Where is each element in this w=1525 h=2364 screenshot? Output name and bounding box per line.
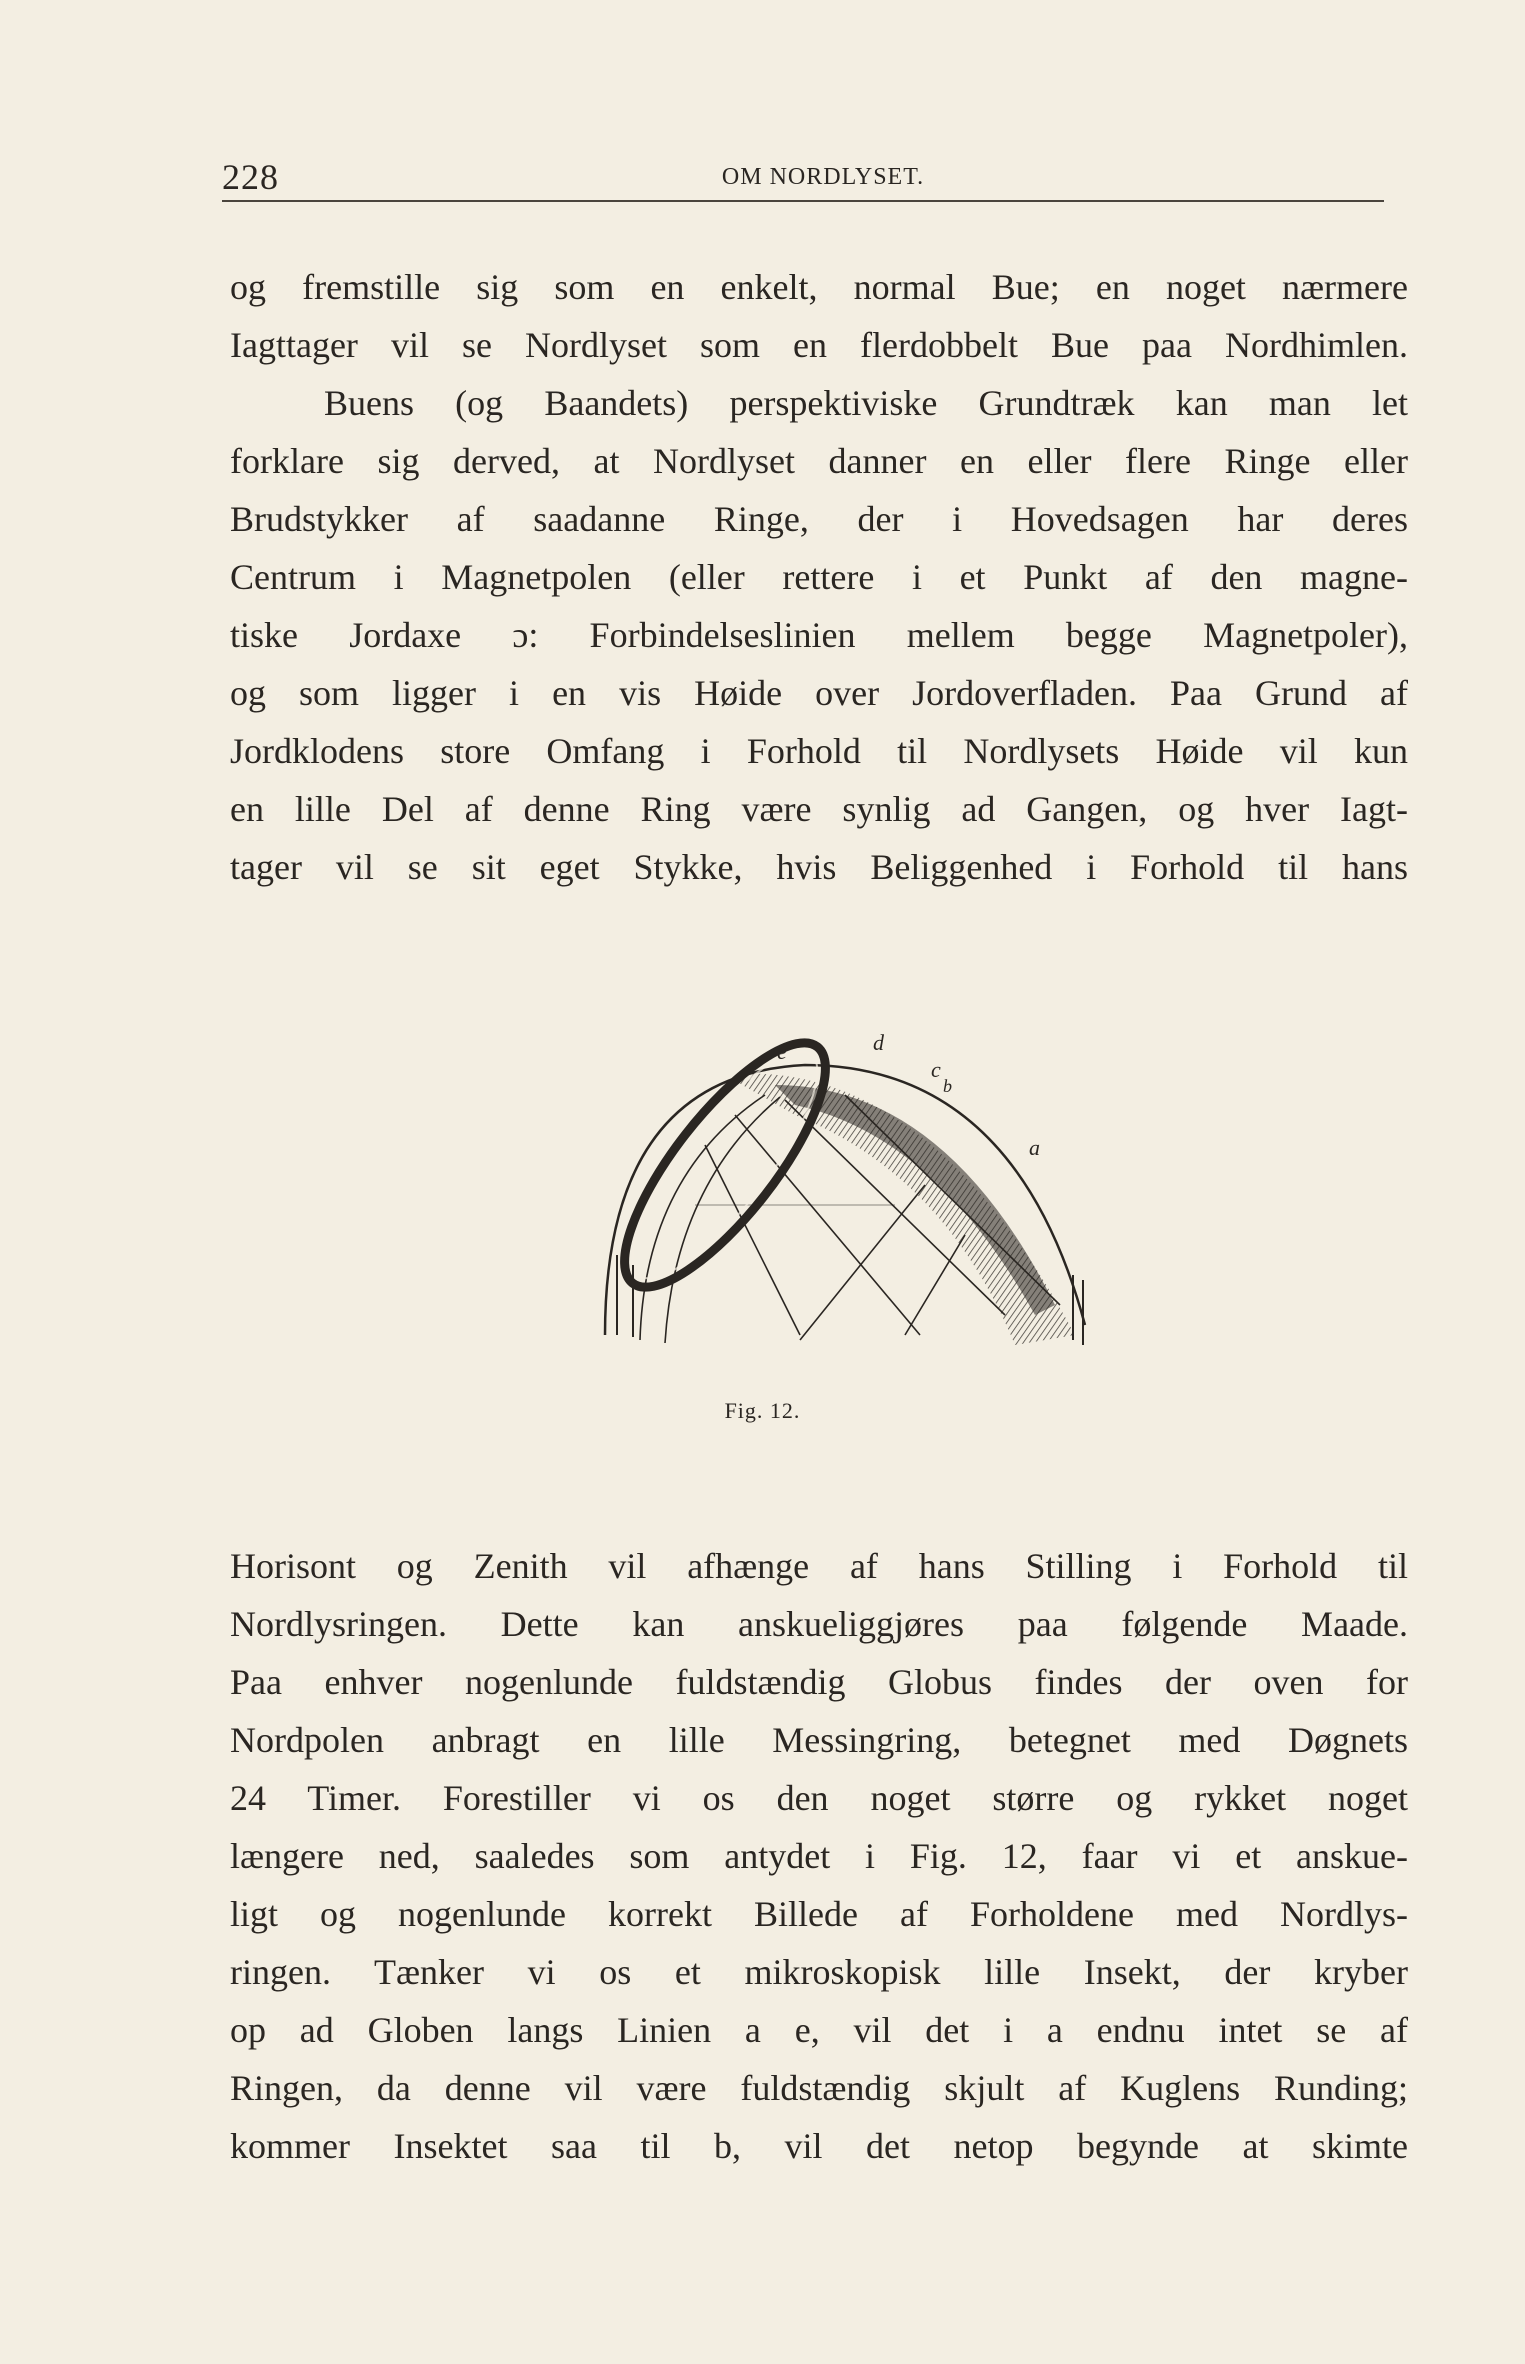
text-line: Horisont og Zenith vil afhænge af hans Stilling i Forhold til [230,1546,1408,1586]
text-line: Buens (og Baandets) perspektiviske Grundtræk kan man let [324,383,1408,423]
text-line: Iagttager vil se Nordlyset som en flerdobbelt Bue paa Nordhimlen. [230,325,1408,365]
label-c: c [931,1057,941,1082]
text-line: ringen. Tænker vi os et mikroskopisk lille Insekt, der kryber [230,1952,1408,1992]
text-line: Ringen, da denne vil være fuldstændig skjult af Kuglens Runding; [230,2068,1408,2108]
text-line: længere ned, saaledes som antydet i Fig. 12, faar vi et anskue- [230,1836,1408,1876]
running-title: OM NORDLYSET. [721,164,925,190]
label-e: e [777,1039,787,1064]
text-line: forklare sig derved, at Nordlyset danner en eller flere Ringe eller [230,441,1408,481]
text-line: Jordklodens store Omfang i Forhold til Nordlysets Høide vil kun [230,731,1408,771]
label-b: b [943,1076,952,1096]
label-d: d [873,1030,884,1055]
text-line: op ad Globen langs Linien a e, vil det i a endnu intet se af [230,2010,1408,2050]
text-line: Nordlysringen. Dette kan anskueliggjøres paa følgende Maade. [230,1604,1408,1644]
text-line: og fremstille sig som en enkelt, normal Bue; en noget nærmere [230,267,1408,307]
text-line: og som ligger i en vis Høide over Jordoverfladen. Paa Grund af [230,673,1408,713]
text-line: kommer Insektet saa til b, vil det netop begynde at skimte [230,2126,1408,2166]
text-line: en lille Del af denne Ring være synlig ad Gangen, og hver Iagt- [230,789,1408,829]
text-line: tager vil se sit eget Stykke, hvis Beliggenhed i Forhold til hans [230,847,1408,887]
text-line: Paa enhver nogenlunde fuldstændig Globus findes der oven for [230,1662,1408,1702]
text-line: Brudstykker af saadanne Ringe, der i Hovedsagen har deres [230,499,1408,539]
figure-12-illustration [545,1005,1105,1365]
figure-caption: Fig. 12. [724,1398,801,1423]
paragraph-top [230,258,1408,896]
label-a: a [1029,1135,1040,1160]
page-header [222,150,1384,202]
text-line: 24 Timer. Forestiller vi os den noget større og rykket noget [230,1778,1408,1818]
globe-ring-engraving [545,1005,1105,1365]
paragraph-bottom [230,1537,1408,2175]
page-number: 228 [222,157,279,197]
globe-shading [725,1074,1075,1345]
text-line: Centrum i Magnetpolen (eller rettere i et Punkt af den magne- [230,557,1408,597]
text-line: tiske Jordaxe ɔ: Forbindelseslinien mellem begge Magnetpoler), [230,615,1408,655]
text-line: Nordpolen anbragt en lille Messingring, betegnet med Døgnets [230,1720,1408,1760]
text-line: ligt og nogenlunde korrekt Billede af Forholdene med Nordlys- [230,1894,1408,1934]
